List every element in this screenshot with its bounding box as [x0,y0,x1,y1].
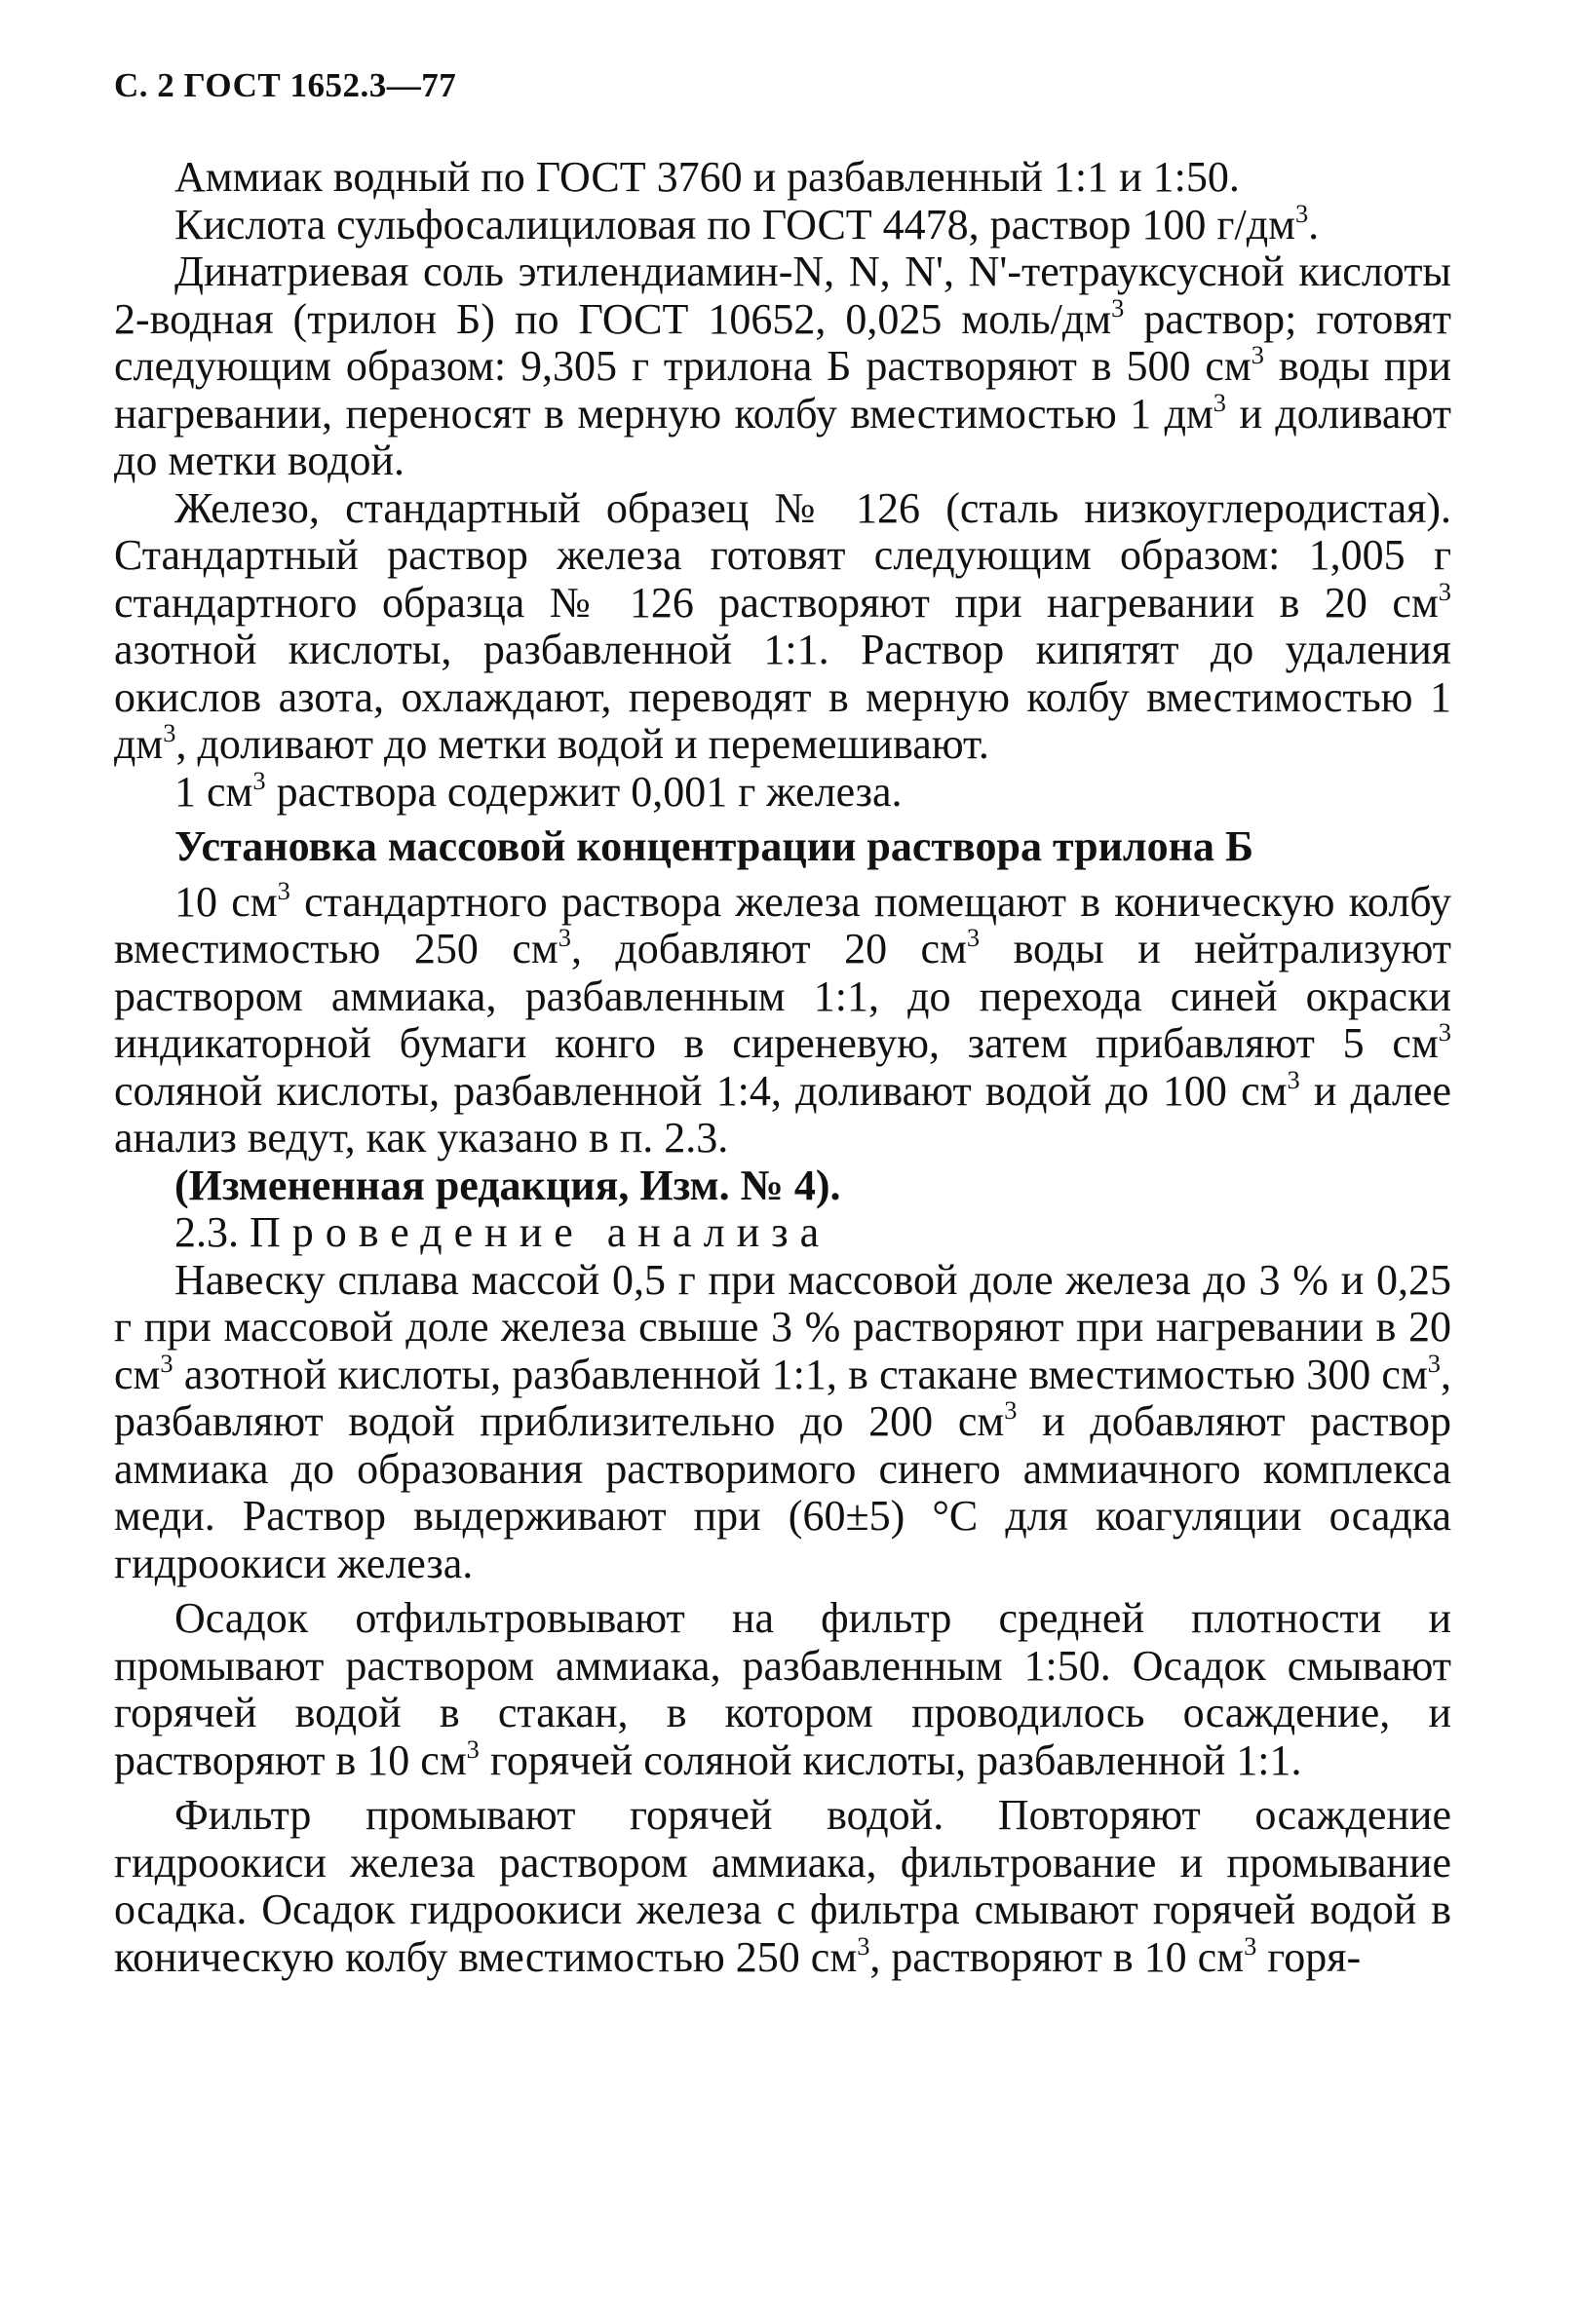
superscript: 3 [1213,387,1226,417]
superscript: 3 [466,1733,480,1764]
superscript: 3 [163,718,176,748]
section-number: 2.3. [174,1208,239,1256]
superscript: 3 [1438,576,1451,606]
paragraph-text: Кислота сульфосалициловая по ГОСТ 4478, раствор 100 г/дм [174,200,1295,248]
paragraph-sample-dissolution [114,1257,1451,1588]
superscript: 3 [1111,292,1125,323]
paragraph-text: Аммиак водный по ГОСТ 3760 и разбавленный 1:1 и 1:50. [174,153,1240,201]
paragraph-trilon-b [114,248,1451,485]
paragraph-text: Осадок отфильтровывают на фильтр средней плотности и промывают раствором аммиака, разбавленным 1:50. Осадок смывают горячей водой в стакан, в котором проводилось осаждение, и растворяют в 10 см [114,1594,1451,1784]
section-heading-analysis [114,1209,1451,1257]
superscript: 3 [966,923,981,953]
superscript: 3 [1004,1395,1018,1426]
paragraph-text: Железо, стандартный образец № 126 (сталь низкоуглеродистая). Стандартный раствор железа готовят следующим образом: 1,005 г стандартного образца № 126 растворяют при нагревании в 20 см [114,483,1451,627]
superscript: 3 [252,765,266,795]
paragraph-text: . [1308,200,1320,248]
superscript: 3 [857,1930,870,1961]
paragraph-text: 10 см [174,877,278,926]
superscript: 3 [1287,1064,1300,1094]
paragraph-text: и добавляют раствор аммиака до образования растворимого синего аммиачного комплекса меди. Раствор выдерживают при (60±5) °С для коагуляции осадка гидроокиси железа. [114,1397,1451,1587]
paragraph-text: азотной кислоты, разбавленной 1:1, в стакане вместимостью 300 см [173,1350,1428,1398]
paragraph-sulfosalicylic-acid [114,198,1451,249]
paragraph-text: горячей соляной кислоты, разбавленной 1:1. [479,1735,1302,1784]
paragraph-text: , добавляют 20 см [570,925,967,972]
superscript: 3 [1251,340,1264,370]
superscript: 3 [277,875,290,905]
paragraph-text: стандартного раствора железа помещают в коническую колбу вместимостью 250 см [114,877,1451,972]
paragraph-text: азотной кислоты, разбавленной 1:1. Раствор кипятят до удаления окислов азота, охлаждают, переводят в мерную колбу вместимостью 1 дм [114,626,1451,768]
paragraph-text: раствор; готовят следующим образом: 9,305 г трилона Б растворяют в 500 см [114,294,1451,390]
paragraph-text: , разбавляют водой приблизительно до 200 см [114,1350,1451,1445]
paragraph-text: 1 см [174,767,253,816]
paragraph-text: воды и нейтрализуют раствором аммиака, разбавленным 1:1, до перехода синей окраски индикаторной бумаги конго в сиреневую, затем прибавляют 5 см [114,925,1451,1067]
paragraph-text: и доливают до метки водой. [114,389,1451,484]
subheading-concentration: Установка массовой концентрации раствора трилона Б [174,822,1254,870]
superscript: 3 [1294,198,1309,228]
paragraph-text: Фильтр промывают горячей водой. Повторяют осаждение гидроокиси железа раствором аммиака, фильтрование и промывание осадка. Осадок гидроокиси железа с фильтра смывают горячей водой в коническую колбу вместимостью 250 см [114,1791,1451,1981]
paragraph-text: , растворяют в 10 см [869,1932,1245,1981]
superscript: 3 [1427,1348,1441,1378]
superscript: 3 [160,1348,173,1378]
paragraph-titration-setup [114,875,1451,1162]
superscript: 3 [1438,1017,1451,1048]
paragraph-text: Навеску сплава массой 0,5 г при массовой доле железа до 3 % и 0,25 г при массовой доле железа свыше 3 % растворяют при нагревании в 20 см [114,1255,1451,1398]
paragraph-filtration [114,1595,1451,1784]
running-head: С. 2 ГОСТ 1652.3—77 [114,66,457,104]
paragraph-text: и далее анализ ведут, как указано в п. 2.3. [114,1066,1451,1162]
paragraph-text: Динатриевая соль этилендиамин-N, N, N', N'-тетрауксусной кислоты 2-водная (трилон Б) по ГОСТ 10652, 0,025 моль/дм [114,248,1451,343]
paragraph-iron-content [114,765,1451,817]
paragraph-text: раствора содержит 0,001 г железа. [265,767,903,816]
amendment-note: (Измененная редакция, Изм. № 4). [174,1161,841,1209]
paragraph-text: воды при нагревании, переносят в мерную колбу вместимостью 1 дм [114,342,1452,438]
superscript: 3 [1244,1930,1257,1961]
paragraph-text: , доливают до метки водой и перемешивают. [175,720,989,768]
paragraph-text: соляной кислоты, разбавленной 1:4, доливают водой до 100 см [114,1066,1288,1115]
paragraph-iron-standard [114,485,1451,769]
section-title: Проведение анализа [250,1208,831,1256]
superscript: 3 [558,923,571,953]
paragraph-text: горя- [1256,1932,1362,1981]
document-body [114,154,1451,1981]
paragraph-reprecipitation [114,1792,1451,1981]
paragraph-ammonia [114,154,1451,202]
